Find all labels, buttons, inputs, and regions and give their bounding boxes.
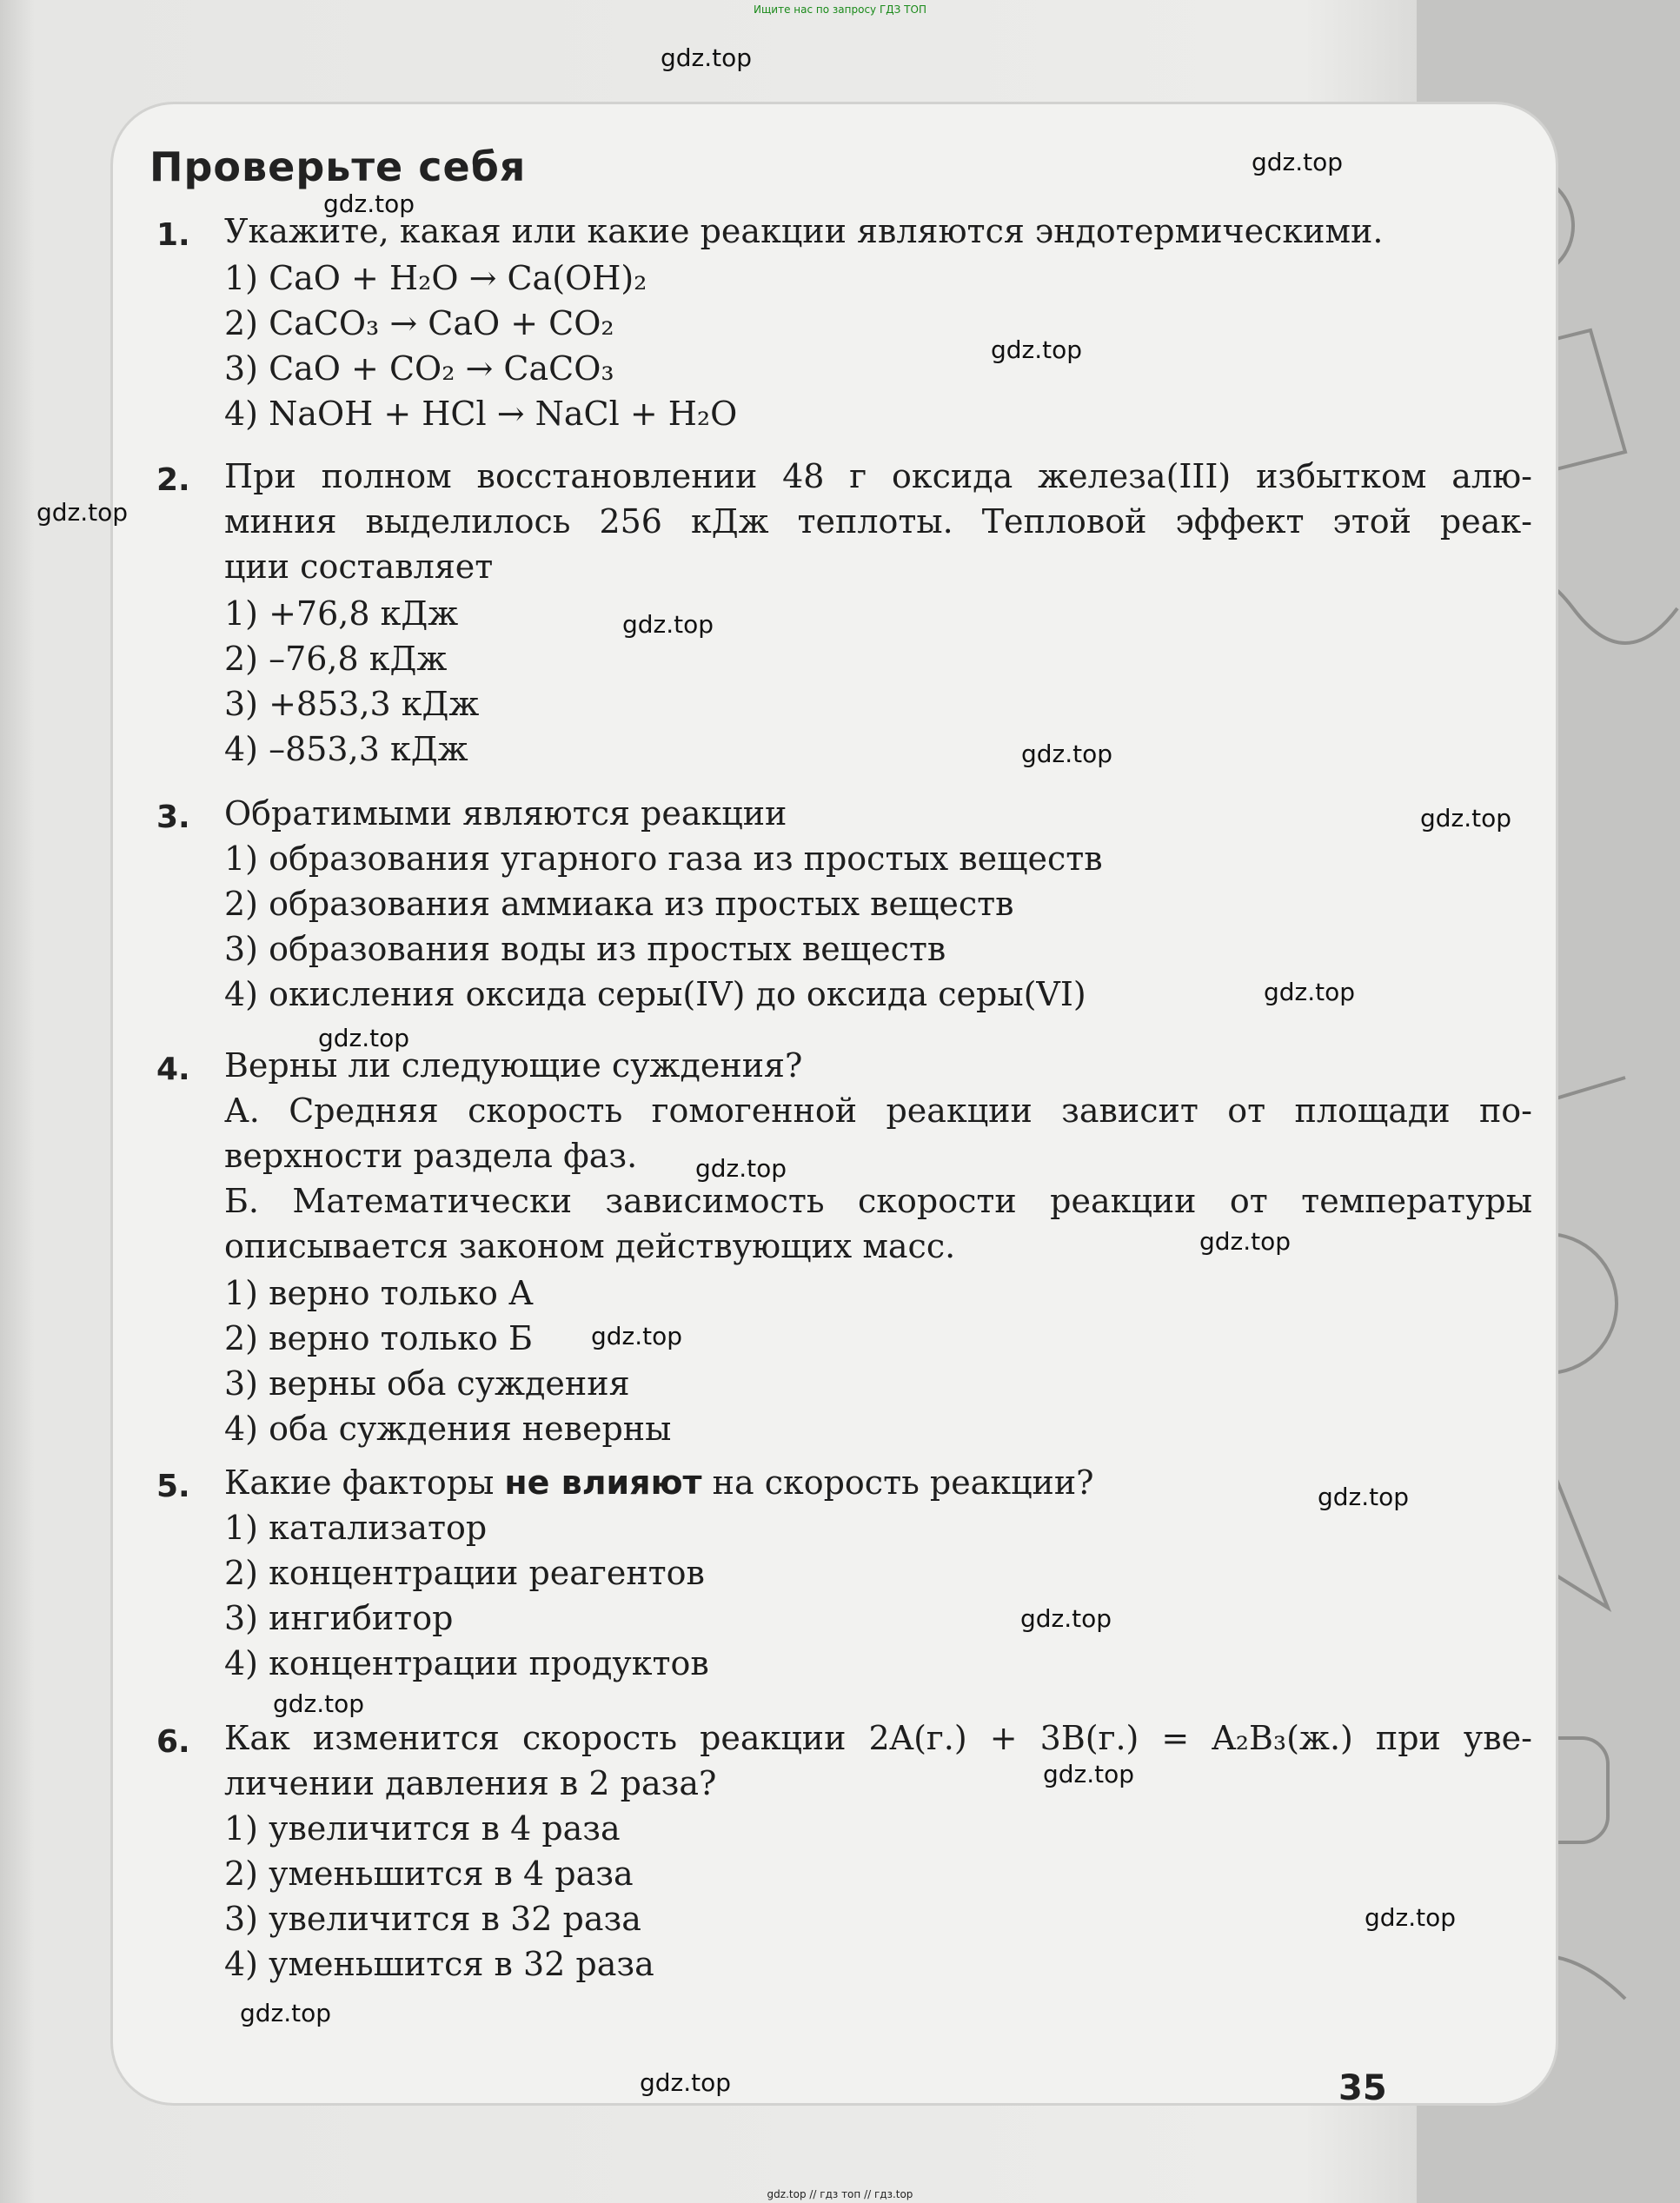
watermark: gdz.top bbox=[1420, 804, 1512, 833]
watermark: gdz.top bbox=[1264, 978, 1356, 1006]
page-number: 35 bbox=[1338, 2068, 1387, 2108]
watermark: gdz.top bbox=[991, 335, 1083, 364]
question-number: 5. bbox=[156, 1469, 190, 1504]
answer-option: 3) ингибитор bbox=[224, 1599, 454, 1637]
question-text: миния выделилось 256 кДж теплоты. Тепловой эффект этой реак- bbox=[224, 502, 1532, 541]
statement-b: Б. Математически зависимость скорости реакции от температуры bbox=[224, 1182, 1532, 1220]
watermark: gdz.top bbox=[1021, 740, 1113, 768]
statement-a: А. Средняя скорость гомогенной реакции зависит от площади по- bbox=[224, 1092, 1532, 1130]
answer-option: 2) образования аммиака из простых веществ bbox=[224, 885, 1014, 923]
answer-option: 2) концентрации реагентов bbox=[224, 1554, 705, 1592]
watermark: gdz.top bbox=[240, 1999, 332, 2027]
answer-option: 4) NaOH + HCl → NaCl + H₂O bbox=[224, 395, 738, 433]
question-text: личении давления в 2 раза? bbox=[224, 1764, 717, 1802]
question-number: 2. bbox=[156, 462, 190, 498]
answer-option: 1) образования угарного газа из простых веществ bbox=[224, 839, 1103, 878]
answer-option: 4) уменьшится в 32 раза bbox=[224, 1945, 654, 1983]
watermark: gdz.top bbox=[323, 189, 415, 218]
answer-option: 3) CaO + CO₂ → CaCO₃ bbox=[224, 349, 614, 388]
watermark: gdz.top bbox=[318, 1024, 410, 1052]
watermark: gdz.top bbox=[695, 1154, 787, 1183]
watermark: gdz.top bbox=[591, 1322, 683, 1350]
answer-option: 1) +76,8 кДж bbox=[224, 594, 459, 633]
answer-option: 3) верны оба суждения bbox=[224, 1364, 630, 1403]
watermark: gdz.top bbox=[1365, 1903, 1457, 1932]
statement-a: верхности раздела фаз. bbox=[224, 1137, 638, 1175]
watermark: gdz.top bbox=[1043, 1760, 1135, 1788]
answer-option: 2) CaCO₃ → CaO + CO₂ bbox=[224, 304, 614, 342]
watermark: gdz.top bbox=[622, 610, 714, 639]
question-text-emphasis: не влияют bbox=[504, 1463, 702, 1502]
question-text: ции составляет bbox=[224, 547, 494, 586]
watermark: gdz.top bbox=[1020, 1604, 1112, 1633]
answer-option: 2) уменьшится в 4 раза bbox=[224, 1855, 634, 1893]
question-text: Как изменится скорость реакции 2A(г.) + 3B(г.) = A₂B₃(ж.) при уве- bbox=[224, 1719, 1532, 1757]
answer-option: 3) образования воды из простых веществ bbox=[224, 930, 946, 968]
answer-option: 1) увеличится в 4 раза bbox=[224, 1809, 621, 1848]
bottom-banner: gdz.top // гдз топ // гдз.top bbox=[767, 2188, 913, 2200]
watermark: gdz.top bbox=[661, 43, 753, 72]
question-number: 6. bbox=[156, 1724, 190, 1760]
question-text: Обратимыми являются реакции bbox=[224, 794, 787, 833]
question-number: 3. bbox=[156, 800, 190, 835]
answer-option: 2) –76,8 кДж bbox=[224, 640, 448, 678]
statement-b: описывается законом действующих масс. bbox=[224, 1227, 956, 1265]
top-banner: Ищите нас по запросу ГДЗ ТОП bbox=[754, 3, 926, 16]
watermark: gdz.top bbox=[273, 1689, 365, 1718]
watermark: gdz.top bbox=[1318, 1483, 1410, 1511]
question-text: Укажите, какая или какие реакции являются эндотермическими. bbox=[224, 212, 1384, 250]
question-text-part: Какие факторы bbox=[224, 1463, 505, 1502]
answer-option: 3) увеличится в 32 раза bbox=[224, 1900, 641, 1938]
answer-option: 1) верно только А bbox=[224, 1274, 534, 1312]
watermark: gdz.top bbox=[37, 498, 129, 527]
answer-option: 4) концентрации продуктов bbox=[224, 1644, 709, 1682]
answer-option: 4) оба суждения неверны bbox=[224, 1410, 672, 1448]
answer-option: 4) окисления оксида серы(IV) до оксида серы(VI) bbox=[224, 975, 1086, 1013]
answer-option: 4) –853,3 кДж bbox=[224, 730, 468, 768]
answer-option: 1) CaO + H₂O → Ca(OH)₂ bbox=[224, 259, 647, 297]
question-text: Верны ли следующие суждения? bbox=[224, 1046, 803, 1085]
answer-option: 1) катализатор bbox=[224, 1509, 488, 1547]
question-number: 1. bbox=[156, 217, 190, 253]
question-text bbox=[224, 1460, 1528, 1505]
page-title: Проверьте себя bbox=[149, 143, 527, 190]
question-text-part: на скорость реакции? bbox=[701, 1463, 1094, 1502]
question-number: 4. bbox=[156, 1052, 190, 1087]
answer-option: 2) верно только Б bbox=[224, 1319, 533, 1357]
question-text: При полном восстановлении 48 г оксида железа(III) избытком алю- bbox=[224, 457, 1532, 495]
watermark: gdz.top bbox=[1252, 148, 1344, 176]
answer-option: 3) +853,3 кДж bbox=[224, 685, 480, 723]
watermark: gdz.top bbox=[1199, 1227, 1292, 1256]
watermark: gdz.top bbox=[640, 2068, 732, 2097]
